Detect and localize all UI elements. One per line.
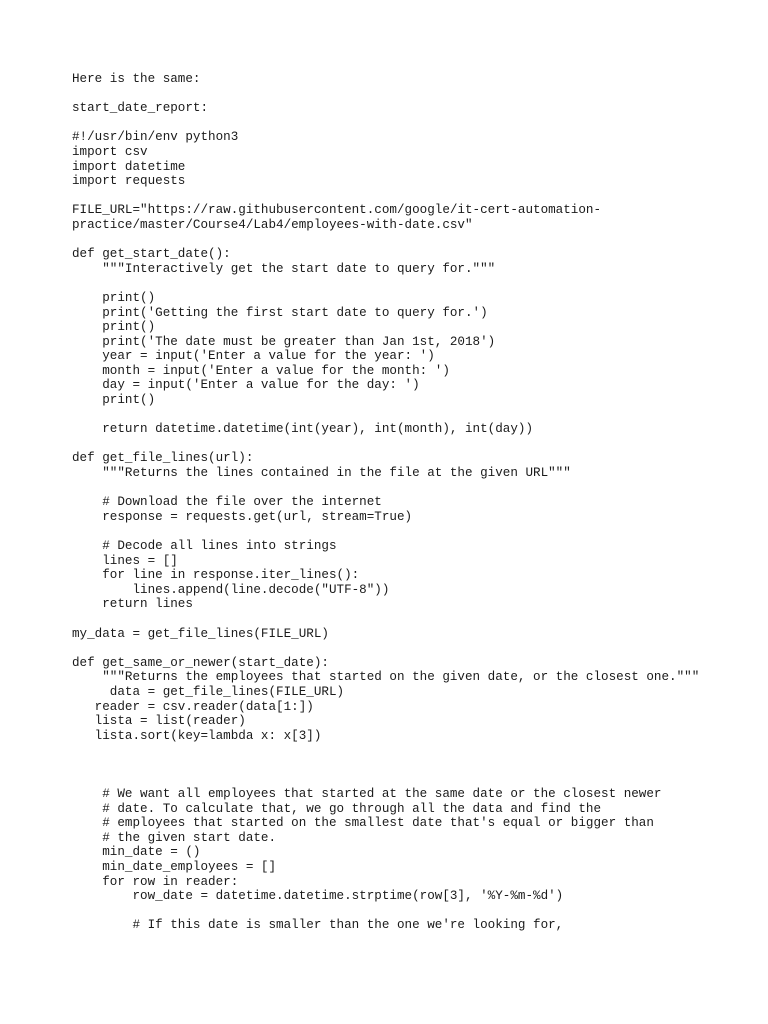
code-line: print(): [72, 393, 156, 408]
code-line: min_date_employees = []: [72, 860, 277, 875]
code-line: [72, 524, 752, 539]
code-line: """Returns the employees that started on the given date, or the closest one.""": [72, 670, 700, 685]
code-line: print('Getting the first start date to query for.'): [72, 305, 488, 320]
code-line: for line in response.iter_lines():: [72, 568, 360, 583]
code-line: return lines: [72, 597, 193, 612]
code-line: """Returns the lines contained in the file at the given URL""": [72, 466, 571, 481]
code-line: response = requests.get(url, stream=True): [72, 509, 413, 524]
code-line: [72, 758, 752, 773]
code-block: [72, 72, 752, 933]
code-line: print('The date must be greater than Jan 1st, 2018'): [72, 334, 496, 349]
code-line: year = input('Enter a value for the year: '): [72, 349, 435, 364]
code-line: # We want all employees that started at the same date or the closest newer: [72, 787, 662, 802]
code-line: [72, 87, 752, 102]
code-line: [72, 116, 752, 131]
code-line: FILE_URL="https://raw.githubusercontent.com/google/it-cert-automation-: [72, 203, 602, 218]
code-line: reader = csv.reader(data[1:]): [72, 699, 314, 714]
code-line: [72, 233, 752, 248]
code-line: min_date = (): [72, 845, 201, 860]
code-line: import datetime: [72, 159, 186, 174]
code-line: lista.sort(key=lambda x: x[3]): [72, 728, 322, 743]
code-line: for row in reader:: [72, 874, 239, 889]
code-line: import requests: [72, 174, 186, 189]
code-line: Here is the same:: [72, 72, 201, 86]
code-line: [72, 743, 752, 758]
code-line: # the given start date.: [72, 830, 277, 845]
code-line: # employees that started on the smallest date that's equal or bigger than: [72, 816, 654, 831]
code-line: import csv: [72, 144, 148, 159]
code-line: [72, 641, 752, 656]
code-line: """Interactively get the start date to query for.""": [72, 261, 496, 276]
code-line: [72, 276, 752, 291]
code-line: data = get_file_lines(FILE_URL): [72, 684, 345, 699]
code-line: lines.append(line.decode("UTF-8")): [72, 582, 390, 597]
code-line: row_date = datetime.datetime.strptime(row[3], '%Y-%m-%d'): [72, 889, 564, 904]
code-line: [72, 481, 752, 496]
code-line: # Download the file over the internet: [72, 495, 382, 510]
code-line: # Decode all lines into strings: [72, 539, 337, 553]
code-line: my_data = get_file_lines(FILE_URL): [72, 626, 329, 641]
code-line: print(): [72, 320, 156, 335]
code-line: #!/usr/bin/env python3: [72, 130, 239, 145]
code-line: day = input('Enter a value for the day: '): [72, 378, 420, 393]
code-line: [72, 408, 752, 423]
code-line: return datetime.datetime(int(year), int(month), int(day)): [72, 422, 534, 437]
code-line: lista = list(reader): [72, 714, 246, 729]
code-line: month = input('Enter a value for the month: '): [72, 363, 450, 378]
code-line: print(): [72, 290, 156, 305]
code-line: [72, 773, 752, 788]
code-line: [72, 612, 752, 627]
code-line: # date. To calculate that, we go through all the data and find the: [72, 801, 602, 816]
code-line: practice/master/Course4/Lab4/employees-with-date.csv": [72, 217, 473, 232]
code-line: [72, 904, 752, 919]
code-line: def get_same_or_newer(start_date):: [72, 655, 329, 670]
code-line: def get_start_date():: [72, 247, 231, 262]
code-line: lines = []: [72, 553, 178, 568]
code-line: def get_file_lines(url):: [72, 451, 254, 466]
code-line: [72, 437, 752, 452]
code-line: [72, 189, 752, 204]
code-line: # If this date is smaller than the one we're looking for,: [72, 918, 564, 933]
code-line: start_date_report:: [72, 101, 209, 116]
